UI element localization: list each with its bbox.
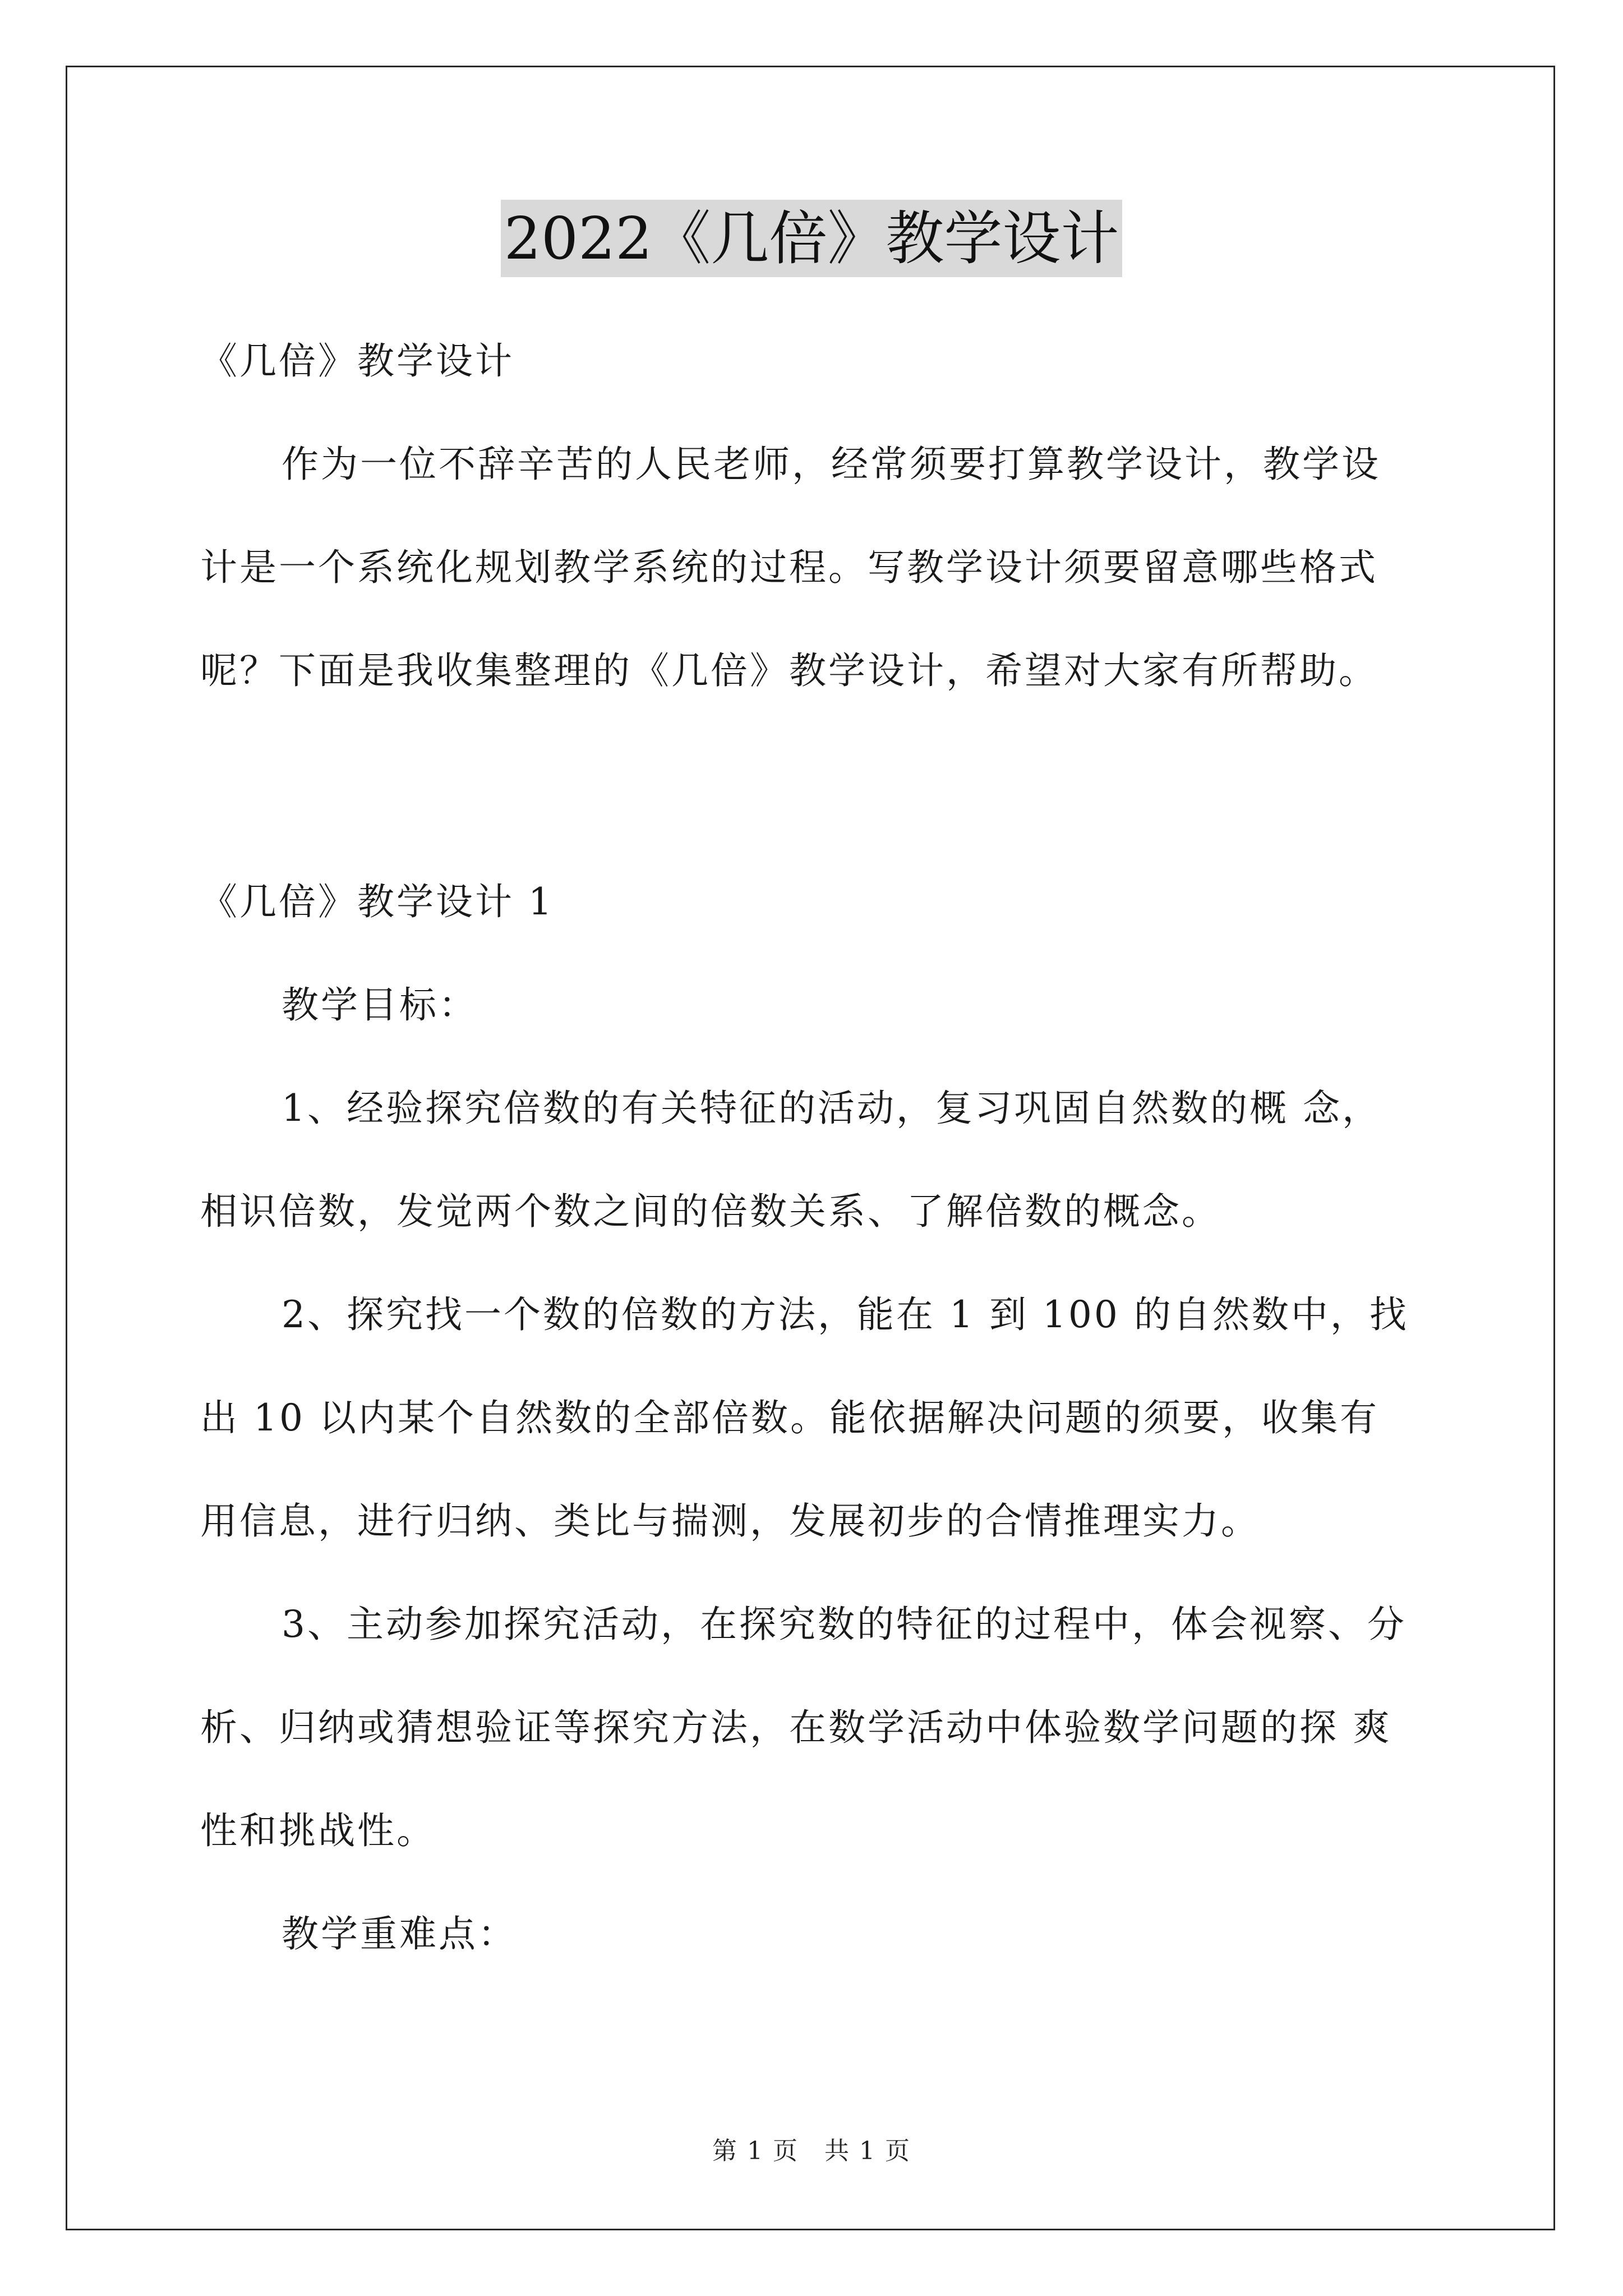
key-points-heading: 教学重难点： (282, 1912, 517, 1955)
subtitle: 《几倍》教学设计 (200, 339, 514, 383)
section-heading: 《几倍》教学设计 1 (200, 880, 554, 923)
objective-1-line-2: 相识倍数，发觉两个数之间的倍数关系、了解倍数的概念。 (200, 1190, 1221, 1233)
objective-3-line-2: 析、归纳或猜想验证等探究方法，在数学活动中体验数学问题的探 爽 (200, 1706, 1392, 1749)
objective-3-line-1: 3、主动参加探究活动，在探究数的特征的过程中，体会视察、分 (282, 1603, 1407, 1646)
page-footer: 第 1 页 共 1 页 (712, 2137, 911, 2165)
intro-line-1: 作为一位不辞辛苦的人民老师，经常须要打算教学设计，教学设 (282, 443, 1381, 486)
intro-line-2: 计是一个系统化规划教学系统的过程。写教学设计须要留意哪些格式 (200, 546, 1378, 589)
page-border (66, 66, 1555, 2230)
objectives-heading: 教学目标： (282, 983, 478, 1027)
title-container (0, 200, 1623, 277)
intro-line-3: 呢？下面是我收集整理的《几倍》教学设计，希望对大家有所帮助。 (200, 649, 1378, 692)
objective-3-line-3: 性和挑战性。 (200, 1809, 436, 1852)
objective-2-line-2: 出 10 以内某个自然数的全部倍数。能依据解决问题的须要，收集有 (200, 1396, 1379, 1439)
objective-2-line-1: 2、探究找一个数的倍数的方法，能在 1 到 100 的自然数中，找 (282, 1293, 1409, 1336)
objective-2-line-3: 用信息，进行归纳、类比与揣测，发展初步的合情推理实力。 (200, 1499, 1260, 1543)
document-title: 2022《几倍》教学设计 (501, 200, 1123, 277)
objective-1-line-1: 1、经验探究倍数的有关特征的活动，复习巩固自然数的概 念， (282, 1087, 1381, 1130)
